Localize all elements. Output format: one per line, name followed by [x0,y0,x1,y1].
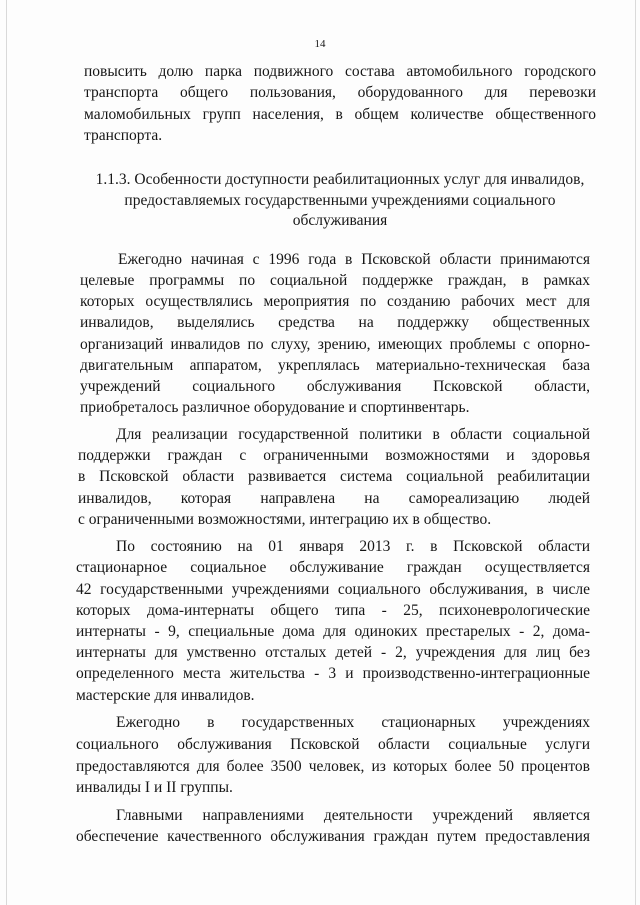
text-line: целевые программы по социальной поддержке граждан, в рамках [80,272,590,289]
text-line: инвалиды I и II группы. [76,779,233,796]
scan-edge-left [6,0,7,905]
text-line: Ежегодно начиная с 1996 года в Псковской области принимаются [118,251,590,268]
text-line: транспорта. [84,127,163,144]
text-line: транспорта общего пользования, оборудованного для перевозки [84,84,596,101]
text-line: поддержки граждан с ограниченными возможностями и здоровья [78,447,590,464]
heading-line: предоставляемых государственными учреждениями социального [124,192,556,209]
text-line: социального обслуживания Псковской области социальные услуги [76,736,590,753]
text-line: мастерские для инвалидов. [76,687,255,704]
text-line: стационарное социальное обслуживание граждан осуществляется [76,559,590,576]
scan-edge-right [635,0,636,905]
text-line: в Псковской области развивается система социальной реабилитации [78,468,590,485]
text-line: двигательным аппаратом, укреплялась материально-техническая база [80,357,590,374]
text-line: которых дома-интернаты общего типа - 25, психоневрологические [76,602,590,619]
text-line: приобреталось различное оборудование и спортинвентарь. [80,399,470,416]
text-line: которых осуществлялись мероприятия по созданию рабочих мест для [80,293,590,310]
text-line: определенного места жительства - 3 и производственно-интеграционные [76,665,590,682]
text-line: инвалидов, выделялись средства на поддержку общественных [80,314,590,331]
text-line: интернаты для умственно отсталых детей - 2, учреждения для лиц без [76,644,590,661]
text-line: По состоянию на 01 января 2013 г. в Псковской области [116,538,590,555]
text-line: Ежегодно в государственных стационарных учреждениях [116,714,590,731]
text-line: организаций инвалидов по слуху, зрению, имеющих проблемы с опорно- [80,336,590,353]
text-line: Главными направлениями деятельности учреждений является [116,807,590,824]
heading-line: обслуживания [292,212,388,229]
text-line: повысить долю парка подвижного состава автомобильного городского [84,63,596,80]
text-line: Для реализации государственной политики в области социальной [116,426,590,443]
text-line: учреждений социального обслуживания Псковской области, [80,378,590,395]
text-line: предоставляются для более 3500 человек, из которых более 50 процентов [76,758,590,775]
text-line: 42 государственными учреждениями социального обслуживания, в числе [76,581,590,598]
text-line: инвалидов, которая направлена на самореализацию людей [78,490,590,507]
text-line: интернаты - 9, специальные дома для одиноких престарелых - 2, дома- [76,623,590,640]
text-line: обеспечение качественного обслуживания граждан путем предоставления [76,828,590,845]
text-line: маломобильных групп населения, в общем количестве общественного [84,106,596,123]
page-number: 14 [314,38,326,50]
text-line: с ограниченными возможностями, интеграцию их в общество. [78,511,492,528]
heading-line: 1.1.3. Особенности доступности реабилитационных услуг для инвалидов, [95,171,585,188]
